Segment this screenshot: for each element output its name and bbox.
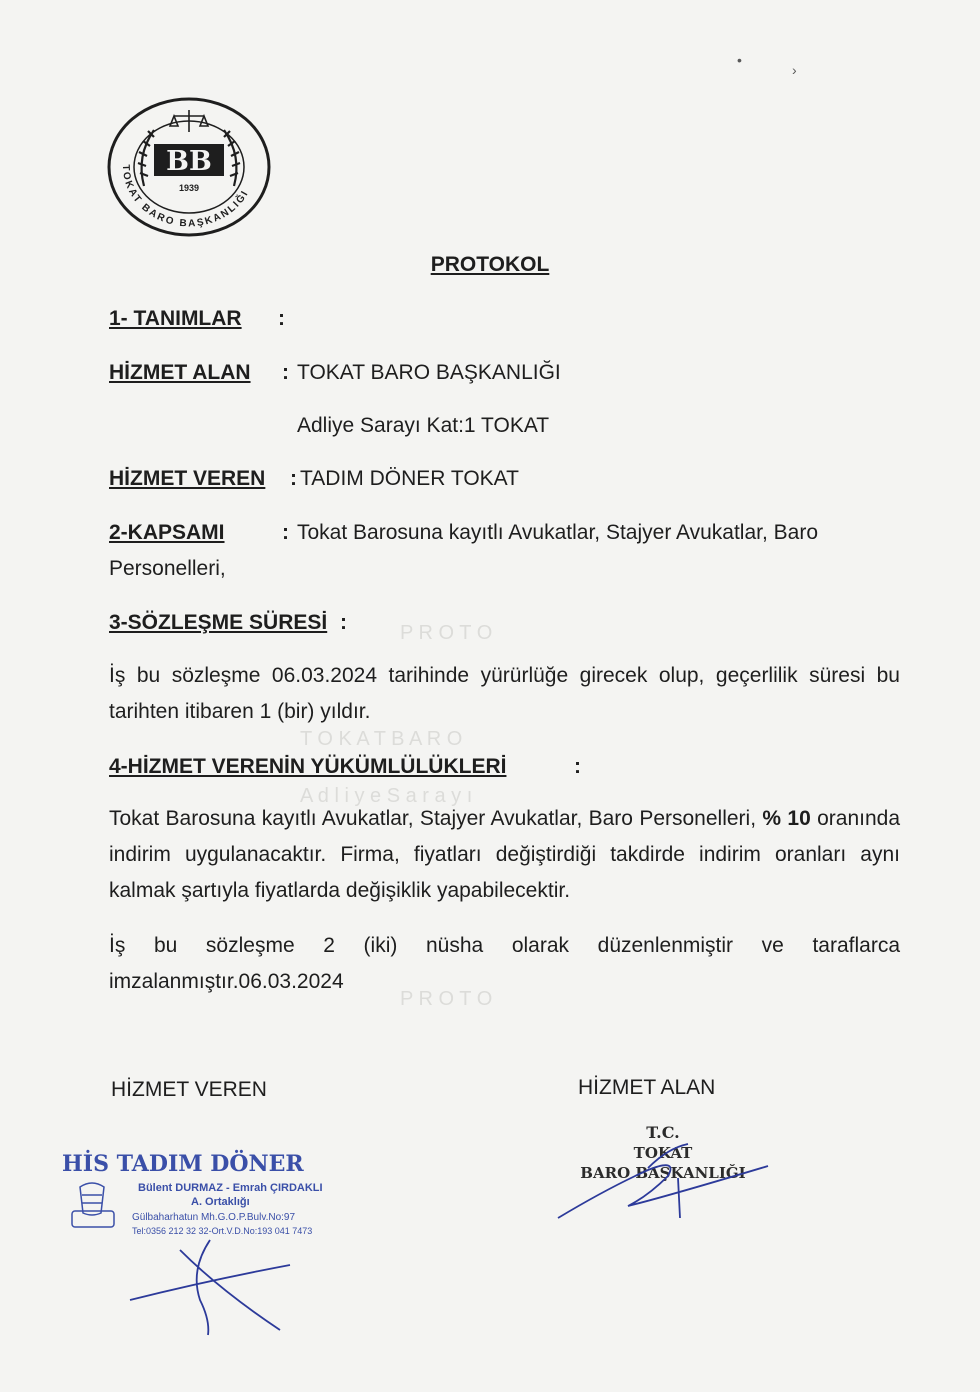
scope-continuation: Personelleri,	[109, 557, 226, 580]
obligations-text-after: oranında indirim uygulanacaktır. Firma, fiyatları değiştirdiği takdirde indirim oranları aynı kalmak şartıyla fiyatlarda değişiklik yapabilecektir.	[109, 807, 901, 902]
stray-mark: ›	[792, 62, 797, 78]
obligations-text	[109, 801, 900, 909]
service-recipient-address: Adliye Sarayı Kat:1 TOKAT	[297, 414, 550, 437]
service-provider-label: HİZMET VEREN :	[109, 467, 297, 490]
stamp-address: Gülbaharhatun Mh.G.O.P.Bulv.No:97	[132, 1212, 296, 1223]
provider-signature	[120, 1230, 300, 1340]
bleed-through: A d l i y e S a r a y ı	[300, 785, 473, 807]
section-definitions	[109, 307, 285, 331]
scope-row	[109, 521, 289, 545]
term-row	[109, 611, 347, 635]
provider-signature-label: HİZMET VEREN	[111, 1078, 267, 1101]
obligations-label: 4-HİZMET VERENİN YÜKÜMLÜLÜKLERİ :	[109, 755, 581, 778]
service-provider-row	[109, 467, 297, 491]
doner-logo-icon	[72, 1183, 114, 1227]
stamp-business-name: HİS TADIM DÖNER	[62, 1151, 304, 1177]
service-recipient-value: TOKAT BARO BAŞKANLIĞI	[297, 361, 561, 384]
recipient-signature-label: HİZMET ALAN	[578, 1076, 716, 1099]
obligations-row	[109, 755, 581, 779]
recipient-stamp	[548, 1118, 788, 1228]
service-provider-value: TADIM DÖNER TOKAT	[300, 467, 519, 490]
bar-association-seal	[104, 96, 274, 238]
service-recipient-label: HİZMET ALAN :	[109, 361, 289, 384]
bleed-through: P R O T O	[400, 988, 493, 1010]
bleed-through: T O K A T B A R O	[300, 728, 463, 750]
seal-year: 1939	[178, 183, 200, 193]
term-text: İş bu sözleşme 06.03.2024 tarihinde yürürlüğe girecek olup, geçerlilik süresi bu tarihten itibaren 1 (bir) yıldır.	[109, 664, 900, 723]
scope-value: Tokat Barosuna kayıtlı Avukatlar, Stajyer Avukatlar, Baro	[297, 521, 819, 544]
service-recipient-row	[109, 361, 289, 385]
stamp-phone: Tel:0356 212 32 32-Ort.V.D.No:193 041 7473	[132, 1226, 313, 1236]
stamp-owners: Bülent DURMAZ - Emrah ÇIRDAKLI	[138, 1182, 323, 1194]
stray-mark: •	[737, 52, 742, 68]
scope-label: 2-KAPSAMI :	[109, 521, 289, 544]
stamp-city: TOKAT	[633, 1144, 693, 1162]
stamp-office: BARO BAŞKANLIĞI	[580, 1164, 746, 1182]
seal-ring-text: TOKAT BARO BAŞKANLIĞI	[119, 164, 252, 230]
stamp-partnership: A. Ortaklığı	[191, 1196, 250, 1208]
document-title: PROTOKOL	[430, 253, 550, 276]
recipient-stamp-art	[548, 1118, 788, 1228]
term-label: 3-SÖZLEŞME SÜRESİ :	[109, 611, 347, 634]
stamp-tc: T.C.	[646, 1123, 680, 1142]
seal-abbr: BB	[166, 146, 212, 177]
obligations-text-before: Tokat Barosuna kayıtlı Avukatlar, Stajyer Avukatlar, Baro Personelleri,	[109, 807, 757, 830]
bleed-through: P R O T O	[400, 622, 493, 644]
discount-rate: % 10	[762, 807, 811, 830]
section-definitions-label: 1- TANIMLAR :	[109, 307, 285, 330]
closing-statement: İş bu sözleşme 2 (iki) nüsha olarak düzenlenmiştir ve taraflarca imzalanmıştır.06.03.2024	[109, 934, 900, 993]
